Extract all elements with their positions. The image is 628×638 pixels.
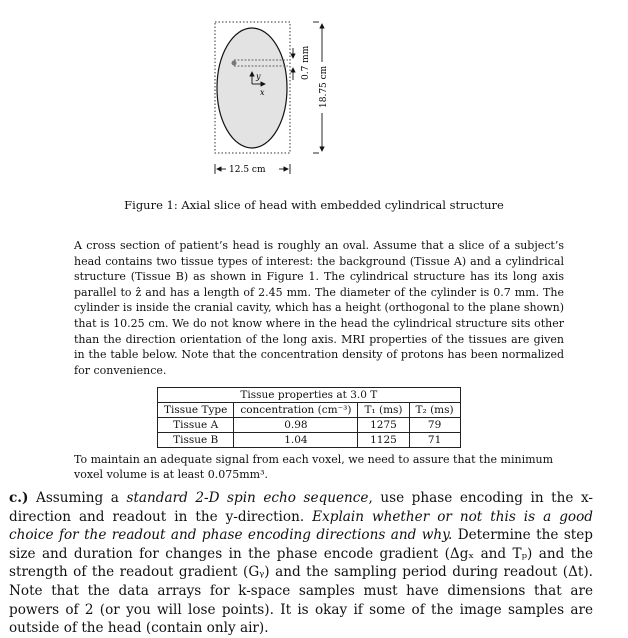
table-header: Tissue Type [158, 403, 234, 418]
head-width-label: 12.5 cm [229, 165, 266, 175]
table-row [158, 433, 461, 448]
axis-y-label: y [256, 72, 261, 81]
table-cell: 1275 [358, 418, 409, 433]
table-cell: Tissue B [158, 433, 234, 448]
tissue-properties-table [157, 387, 461, 448]
table-row [158, 418, 461, 433]
table-cell: 1125 [358, 433, 409, 448]
cylinder-diameter-label: 0.7 mm [301, 45, 311, 80]
table-cell: 1.04 [234, 433, 358, 448]
table-cell: 0.98 [234, 418, 358, 433]
table-title: Tissue properties at 3.0 T [158, 388, 461, 403]
table-cell: Tissue A [158, 418, 234, 433]
question-c: c.) Assuming a standard 2-D spin echo sequence, use phase encoding in the x-direction and readout in the y-direction. Explain whether or not this is a good choice for the readout and phase encoding directions and why. Determine the step size and duration for changes in the phase encode gradient (Δgₓ and Tₚ) and the strength of the readout gradient (Gᵧ) and the sampling period during readout (Δt). Note that the data arrays for k-space samples must have dimensions that are powers of 2 (or you will lose points). It is okay if some of the image samples are outside of the head (contain only air). [9, 490, 593, 637]
head-slice-figure [0, 0, 628, 190]
intro-paragraph: A cross section of patient’s head is roughly an oval. Assume that a slice of a subject’s head contains two tissue types of interest: the background (Tissue A) and a cylindrical structure (Tissue B) as shown in Figure 1. The cylindrical structure has its long axis parallel to ẑ and has a length of 2.45 mm. The diameter of the cylinder is 0.7 mm. The cylinder is inside the cranial cavity, which has a height (orthogonal to the plane shown) that is 10.25 cm. We do not know where in the head the cylindrical structure sits other than the direction orientation of the long axis. MRI properties of the tissues are given in the table below. Note that the concentration density of protons has been normalized for convenience. [74, 239, 564, 377]
table-header: T₂ (ms) [409, 403, 460, 418]
head-oval [217, 28, 287, 148]
voxel-note: To maintain an adequate signal from each voxel, we need to assure that the minimum voxel volume is at least 0.075mm³. [74, 453, 554, 481]
table-cell: 71 [409, 433, 460, 448]
cylinder-end [232, 61, 237, 66]
question-label: c.) [9, 490, 29, 506]
table-header-row [158, 403, 461, 418]
table-header: T₁ (ms) [358, 403, 409, 418]
head-height-label: 18.75 cm [319, 65, 329, 108]
axis-x-label: x [260, 88, 265, 97]
figure-caption: Figure 1: Axial slice of head with embedded cylindrical structure [124, 198, 504, 212]
table-cell: 79 [409, 418, 460, 433]
table-header: concentration (cm⁻³) [234, 403, 358, 418]
